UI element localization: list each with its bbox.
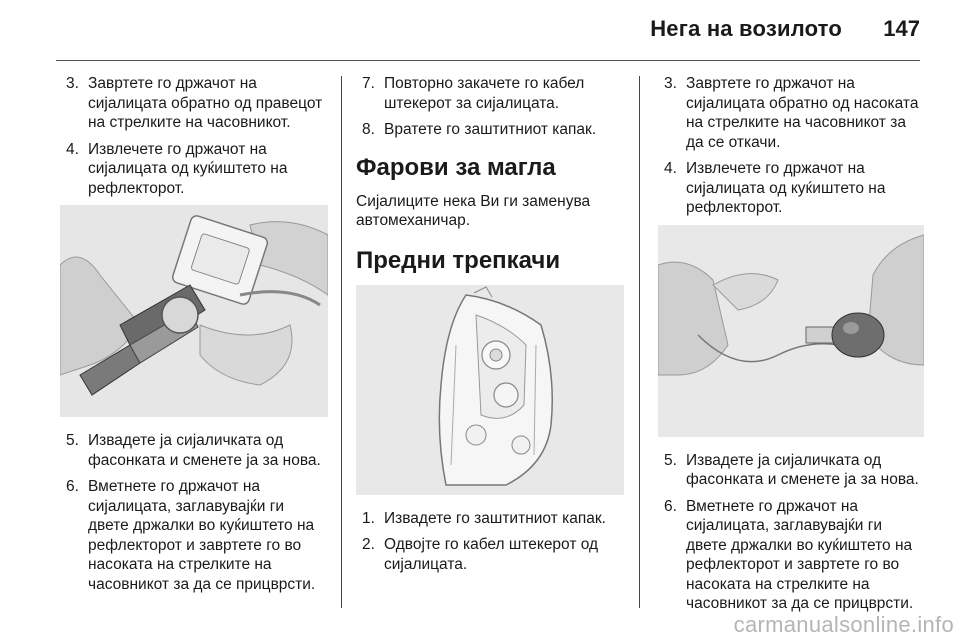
column-divider	[639, 76, 640, 608]
list-item: 8. Вратете го заштитниот капак.	[362, 121, 597, 138]
indicator-bulb-illustration	[658, 225, 924, 437]
page-number: 147	[883, 16, 920, 41]
step-list	[658, 74, 924, 218]
list-item: 3. Завртете го држачот на сијалицата обратно од насоката на стрелките на часовникот за да се откачи.	[664, 75, 919, 151]
list-item: 1. Извадете го заштитниот капак.	[362, 509, 606, 527]
page-header	[0, 0, 960, 62]
list-item: 4. Извлечете го држачот на сијалицата од куќиштето на рефлекторот.	[66, 140, 288, 197]
headlamp-illustration	[356, 285, 624, 495]
list-item: 3. Завртете го држачот на сијалицата обратно од правецот на стрелките на часовникот.	[66, 75, 323, 131]
headlamp-rear-image	[356, 285, 624, 495]
indicator-bulb-image	[658, 225, 924, 437]
watermark: carmanualsonline.info	[733, 612, 954, 637]
step-list	[60, 431, 328, 594]
list-item: 4. Извлечете го држачот на сијалицата од куќиштето на рефлекторот.	[664, 160, 886, 216]
bulb-holder-illustration	[60, 205, 328, 417]
fog-lights-text: Сијалиците нека Ви ги заменува автомеханичар.	[356, 192, 591, 229]
step-list	[356, 509, 624, 575]
column-left	[60, 74, 328, 601]
column-right	[658, 74, 924, 621]
header-rule	[56, 60, 920, 61]
list-item: 5. Извадете ја сијаличката од фасонката и сменете ја за нова.	[66, 432, 321, 469]
list-item: 7. Повторно закачете го кабел штекерот за сијалицата.	[362, 75, 585, 112]
step-list	[658, 451, 924, 614]
h7-bulb-image	[60, 205, 328, 417]
column-middle	[356, 74, 624, 581]
section-title: Нега на возилото	[650, 16, 842, 41]
step-list	[356, 74, 624, 140]
heading-fog-lights: Фарови за магла	[356, 153, 556, 181]
heading-front-indicators: Предни трепкачи	[356, 246, 561, 274]
step-list	[60, 74, 328, 198]
list-item: 2. Одвојте го кабел штекерот од сијалицата.	[362, 536, 599, 573]
list-item: 5. Извадете ја сијаличката од фасонката и сменете ја за нова.	[664, 451, 919, 488]
list-item: 6. Вметнете го држачот на сијалицата, заглавувајќи ги двете држалки во куќиштето на рефлекторот и завртете го во насоката на стрелките на часовникот за да се прицврсти.	[664, 497, 914, 612]
column-divider	[341, 76, 342, 608]
list-item: 6. Вметнете го држачот на сијалицата, заглавувајќи ги двете држалки во куќиштето на рефлекторот и завртете го во насоката на стрелките на часовникот за да се прицврсти.	[66, 478, 316, 593]
